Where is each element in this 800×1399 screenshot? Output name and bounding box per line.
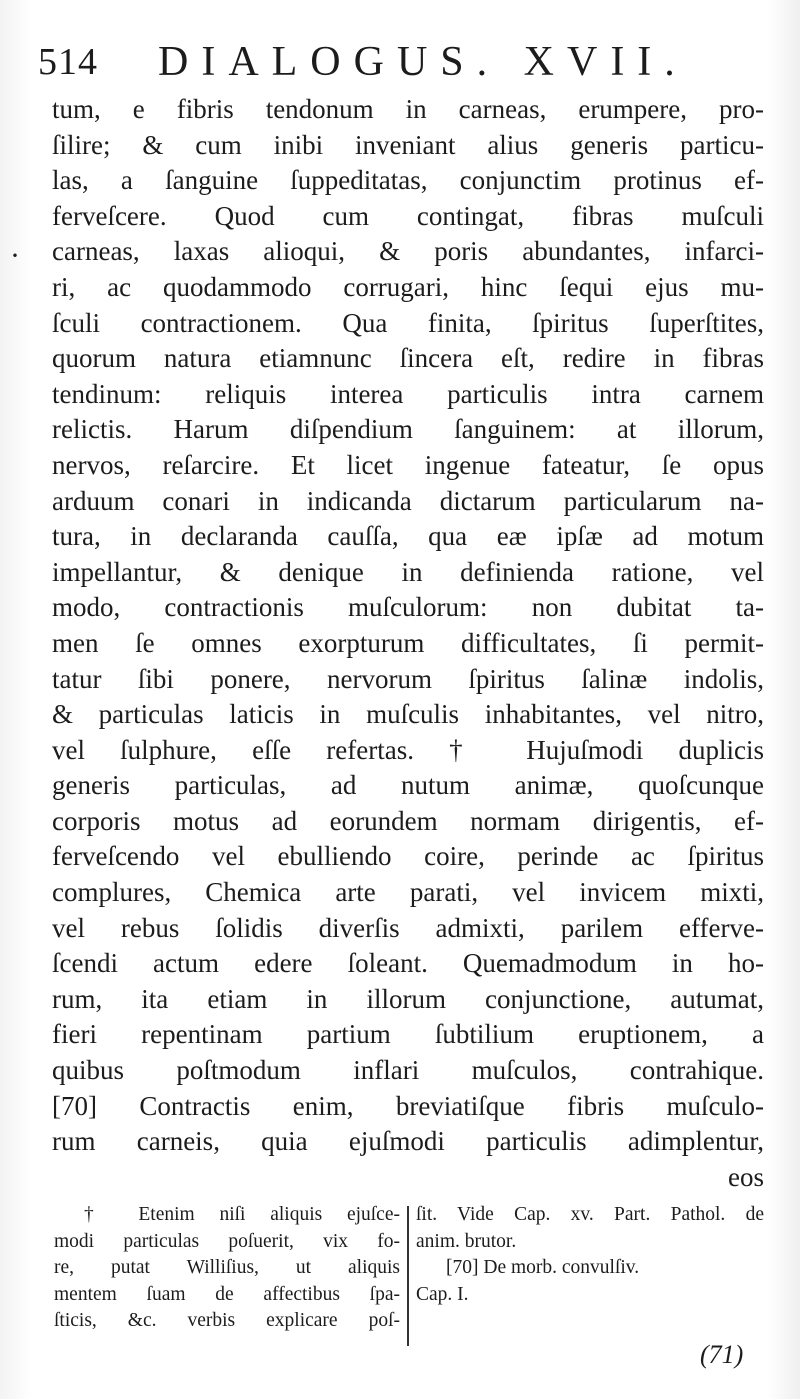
text-line: complures, Chemica arte parati, vel invicem mixti, xyxy=(52,877,764,908)
text-line: ferveſcere. Quod cum contingat, fibras muſculi xyxy=(52,200,764,231)
page-header xyxy=(38,38,760,88)
footnote-line: re, putat Williſius, ut aliquis xyxy=(54,1257,400,1278)
footnote-line: mentem ſuam de affectibus ſpa- xyxy=(54,1283,400,1305)
text-line: corporis motus ad eorundem normam dirigentis, ef- xyxy=(52,805,764,836)
text-line: rum, ita etiam in illorum conjunctione, autumat, xyxy=(52,983,764,1014)
text-line: tura, in declaranda cauſſa, qua eæ ipſæ ad motum xyxy=(52,521,764,552)
text-line: relictis. Harum diſpendium ſanguinem: at illorum, xyxy=(52,414,764,445)
footnote-line: [70] De morb. convulſiv. xyxy=(446,1257,640,1278)
text-line: arduum conari in indicanda dictarum particularum na- xyxy=(52,485,764,516)
text-line: vel ſulphure, eſſe refertas. † Hujuſmodi duplicis xyxy=(52,734,764,765)
footnote-line: modi particulas poſuerit, vix fo- xyxy=(54,1230,400,1252)
footnote-divider xyxy=(407,1206,409,1346)
text-line: ri, ac quodammodo corrugari, hinc ſequi ejus mu- xyxy=(52,271,764,302)
signature-mark: (71) xyxy=(700,1340,744,1369)
footnote-left-column xyxy=(54,1202,400,1335)
text-line: modo, contractionis muſculorum: non dubitat ta- xyxy=(52,592,764,623)
footnote-line: † Etenim niſi aliquis ejuſce- xyxy=(84,1204,400,1225)
text-line: generis particulas, ad nutum animæ, quoſcunque xyxy=(52,770,764,801)
text-line: tendinum: reliquis interea particulis intra carnem xyxy=(52,378,764,409)
text-line: tum, e fibris tendonum in carneas, erumpere, pro- xyxy=(52,94,764,124)
text-line: men ſe omnes exorpturum difficultates, ſi permit- xyxy=(52,627,764,658)
text-line: ferveſcendo vel ebulliendo coire, perinde ac ſpiritus xyxy=(52,841,764,872)
text-line: rum carneis, quia ejuſmodi particulis adimplentur, xyxy=(52,1126,764,1157)
text-line: las, a ſanguine ſuppeditatas, conjunctim protinus ef- xyxy=(52,165,764,196)
footnote-line: ſit. Vide Cap. xv. Part. Pathol. de xyxy=(416,1204,764,1225)
text-line: impellantur, & denique in definienda ratione, vel xyxy=(52,556,764,587)
margin-mark: · xyxy=(10,239,20,272)
text-line: carneas, laxas alioqui, & poris abundantes, infarci- xyxy=(52,236,764,267)
text-line: quibus poſtmodum inflari muſculos, contrahique. xyxy=(52,1055,764,1086)
footnotes xyxy=(54,1202,764,1352)
page-number: 514 xyxy=(38,41,98,83)
text-line: [70] Contractis enim, breviatiſque fibris muſculo- xyxy=(52,1090,764,1121)
text-line: fieri repentinam partium ſubtilium eruptionem, a xyxy=(52,1019,764,1050)
catchword: eos xyxy=(728,1161,764,1192)
footnote-line: ſticis, &c. verbis explicare poſ- xyxy=(54,1310,400,1331)
running-title: DIALOGUS. XVII. xyxy=(158,39,688,85)
text-line: ſculi contractionem. Qua finita, ſpiritus ſuperſtites, xyxy=(52,307,764,338)
footnote-line: Cap. I. xyxy=(416,1283,469,1305)
text-line: ſcendi actum edere ſoleant. Quemadmodum in ho- xyxy=(52,948,764,979)
footnote-line: anim. brutor. xyxy=(416,1230,517,1252)
body-text xyxy=(52,92,764,1195)
text-line: vel rebus ſolidis diverſis admixti, parilem efferve- xyxy=(52,912,764,943)
text-line: nervos, reſarcire. Et licet ingenue fateatur, ſe opus xyxy=(52,449,764,480)
footnote-right-column xyxy=(416,1202,764,1308)
text-line: ſilire; & cum inibi inveniant alius generis particu- xyxy=(52,129,764,160)
text-line: quorum natura etiamnunc ſincera eſt, redire in fibras xyxy=(52,343,764,374)
text-line: & particulas laticis in muſculis inhabitantes, vel nitro, xyxy=(52,699,764,730)
text-line: tatur ſibi ponere, nervorum ſpiritus ſalinæ indolis, xyxy=(52,663,764,694)
